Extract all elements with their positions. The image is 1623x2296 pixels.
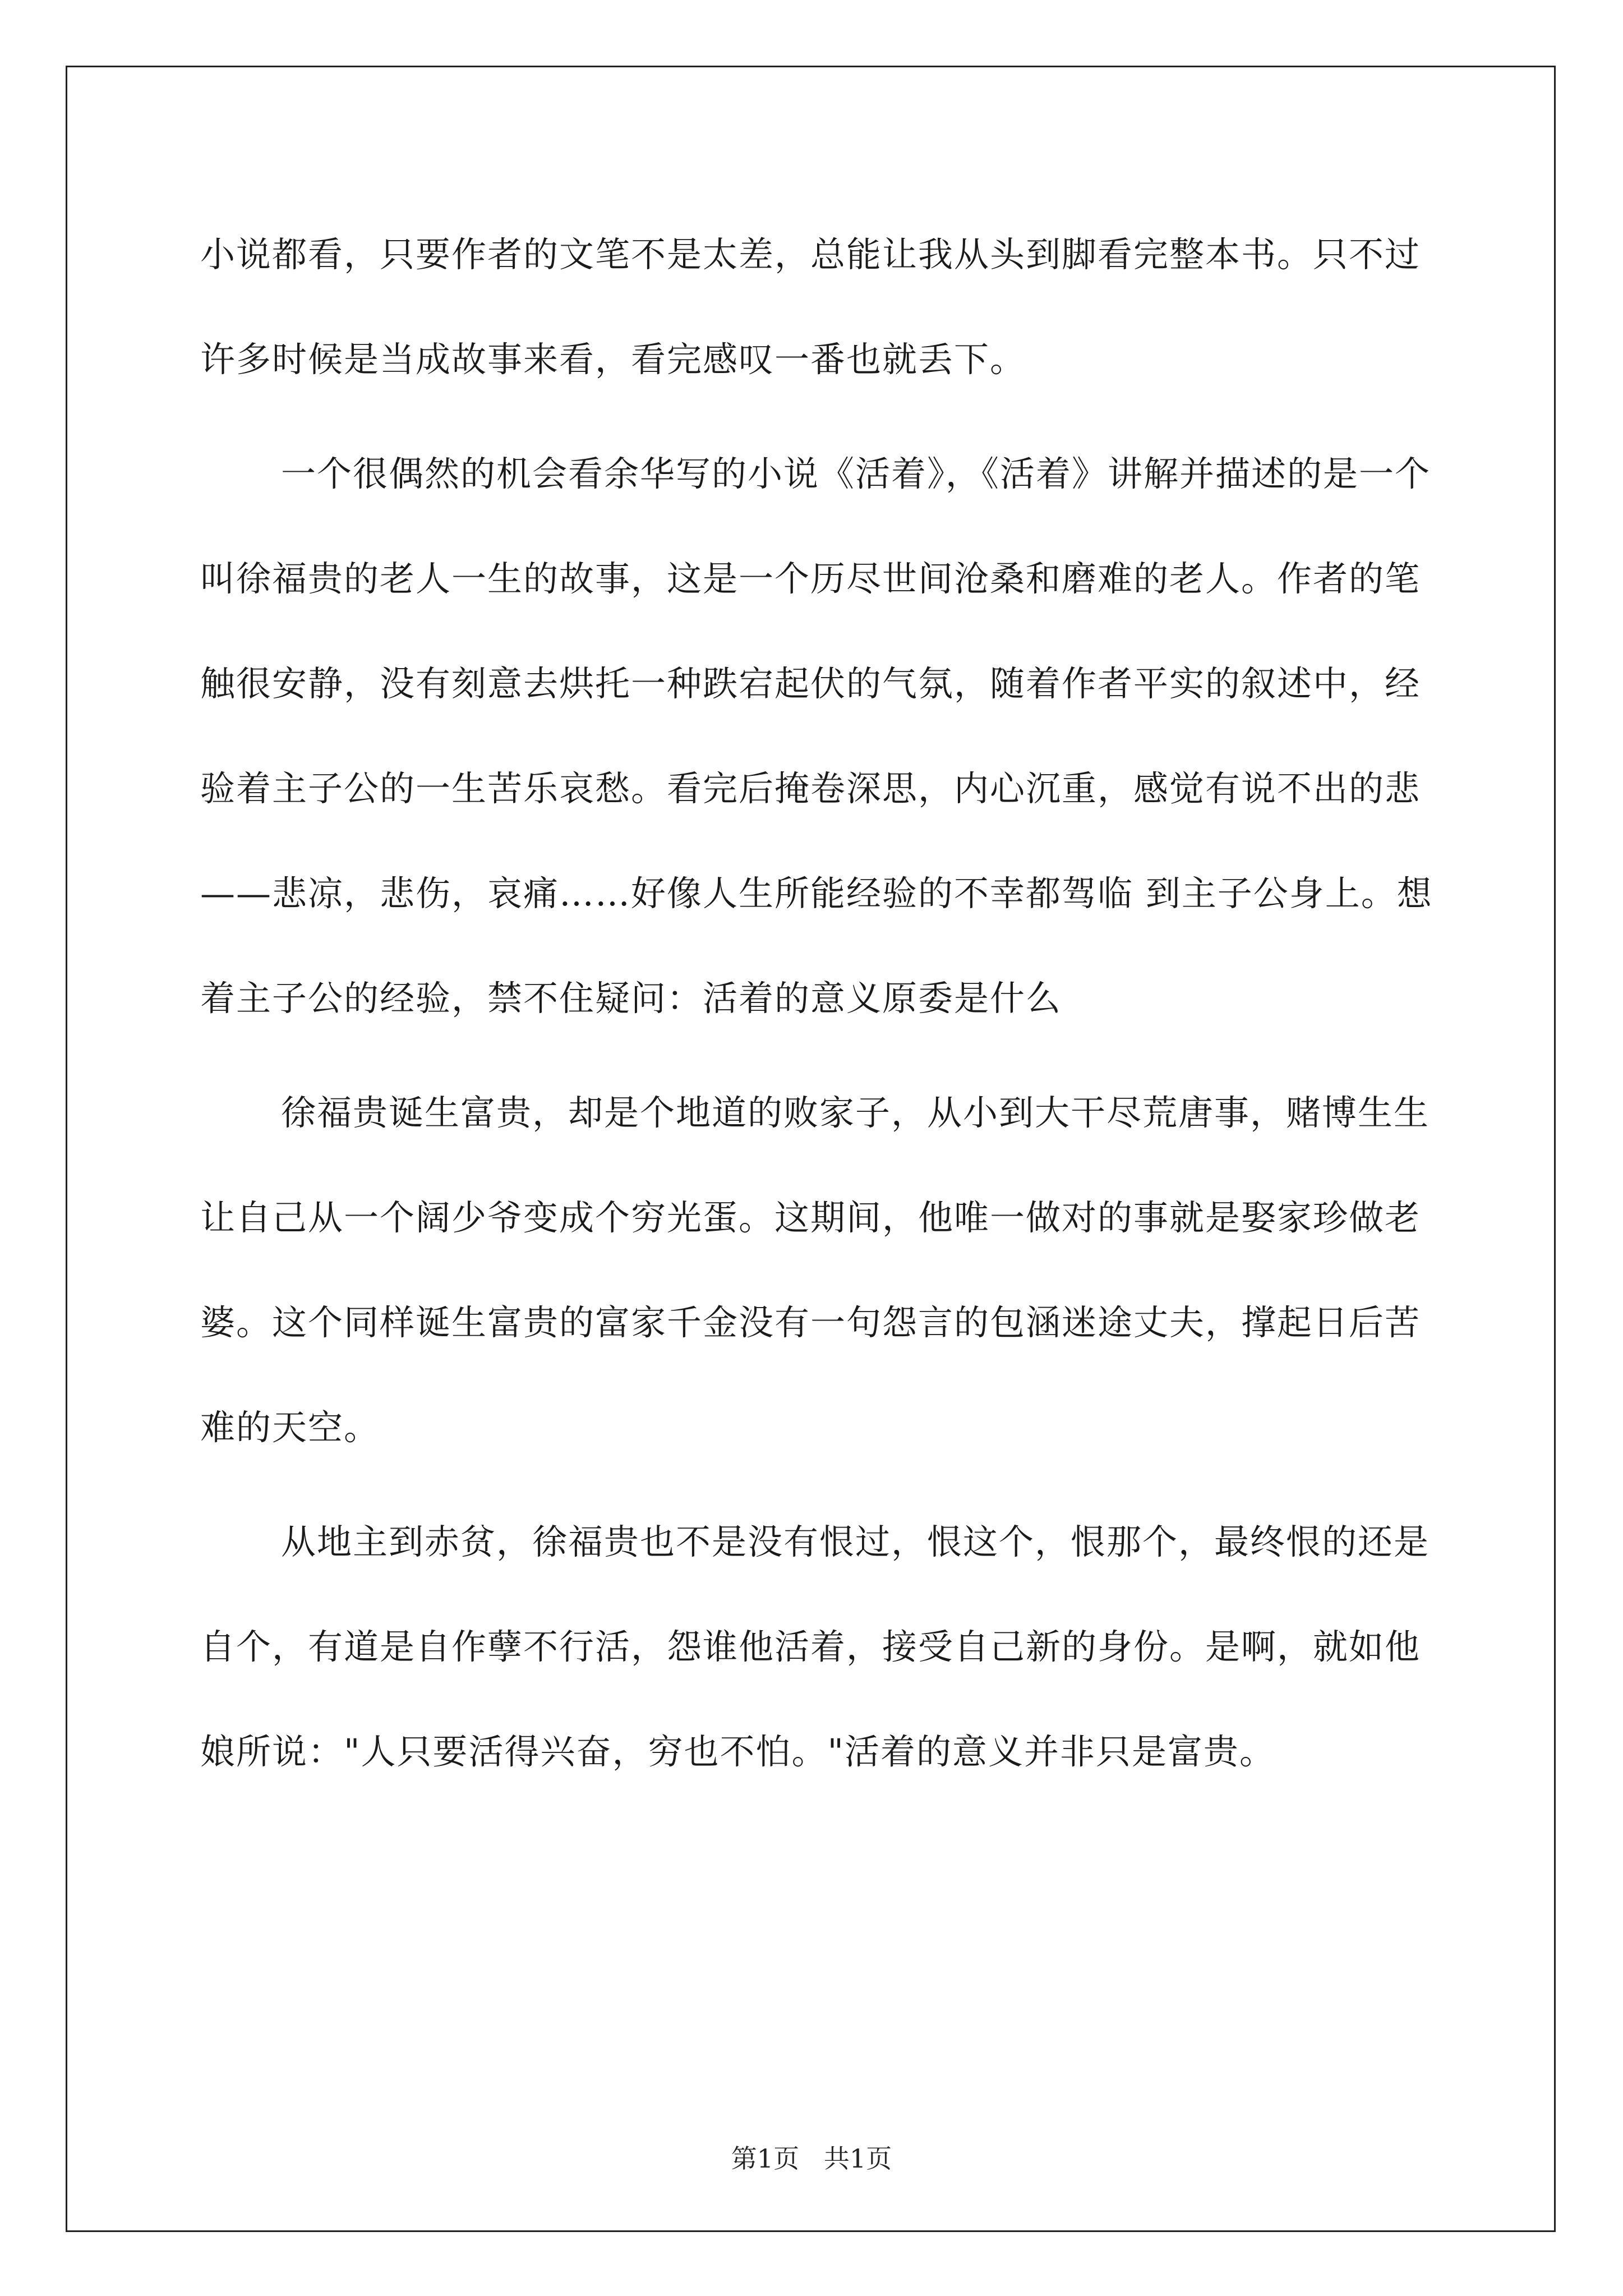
paragraph-1 [200, 202, 1445, 412]
page-footer: 第1页 共1页 [731, 2143, 892, 2174]
paragraph-3 [200, 1060, 1445, 1480]
paragraph-2-text: 一个很偶然的机会看余华写的小说《活着》，《活着》讲解并描述的是一个叫徐福贵的老人一生的故事，这是一个历尽世间沧桑和磨难的老人。作者的笔触很安静，没有刻意去烘托一种跌宕起伏的气氛，随着作者平实的叙述中，经验着主子公的一生苦乐哀愁。看完后掩卷深思，内心沉重，感觉有说不出的悲——悲凉，悲伤，哀痛……好像人生所能经验的不幸都驾临 到主子公身上。想着主子公的经验，禁不住疑问：活着的意义原委是什么 [200, 453, 1433, 1019]
paragraph-3-text: 徐福贵诞生富贵，却是个地道的败家子，从小到大干尽荒唐事，赌博生生让自己从一个阔少爷变成个穷光蛋。这期间，他唯一做对的事就是娶家珍做老婆。这个同样诞生富贵的富家千金没有一句怨言的包涵迷途丈夫，撑起日后苦难的天空。 [200, 1092, 1430, 1448]
paragraph-2 [200, 421, 1445, 1051]
paragraph-4-text: 从地主到赤贫，徐福贵也不是没有恨过，恨这个，恨那个，最终恨的还是自个，有道是自作孽不行活，怨谁他活着，接受自己新的身份。是啊，就如他娘所说："人只要活得兴奋，穷也不怕。"活着的意义并非只是富贵。 [200, 1521, 1430, 1772]
paragraph-4 [200, 1489, 1445, 1804]
document-body [200, 202, 1445, 1814]
paragraph-1-text: 小说都看，只要作者的文笔不是太差，总能让我从头到脚看完整本书。只不过许多时候是当成故事来看，看完感叹一番也就丢下。 [200, 234, 1421, 380]
